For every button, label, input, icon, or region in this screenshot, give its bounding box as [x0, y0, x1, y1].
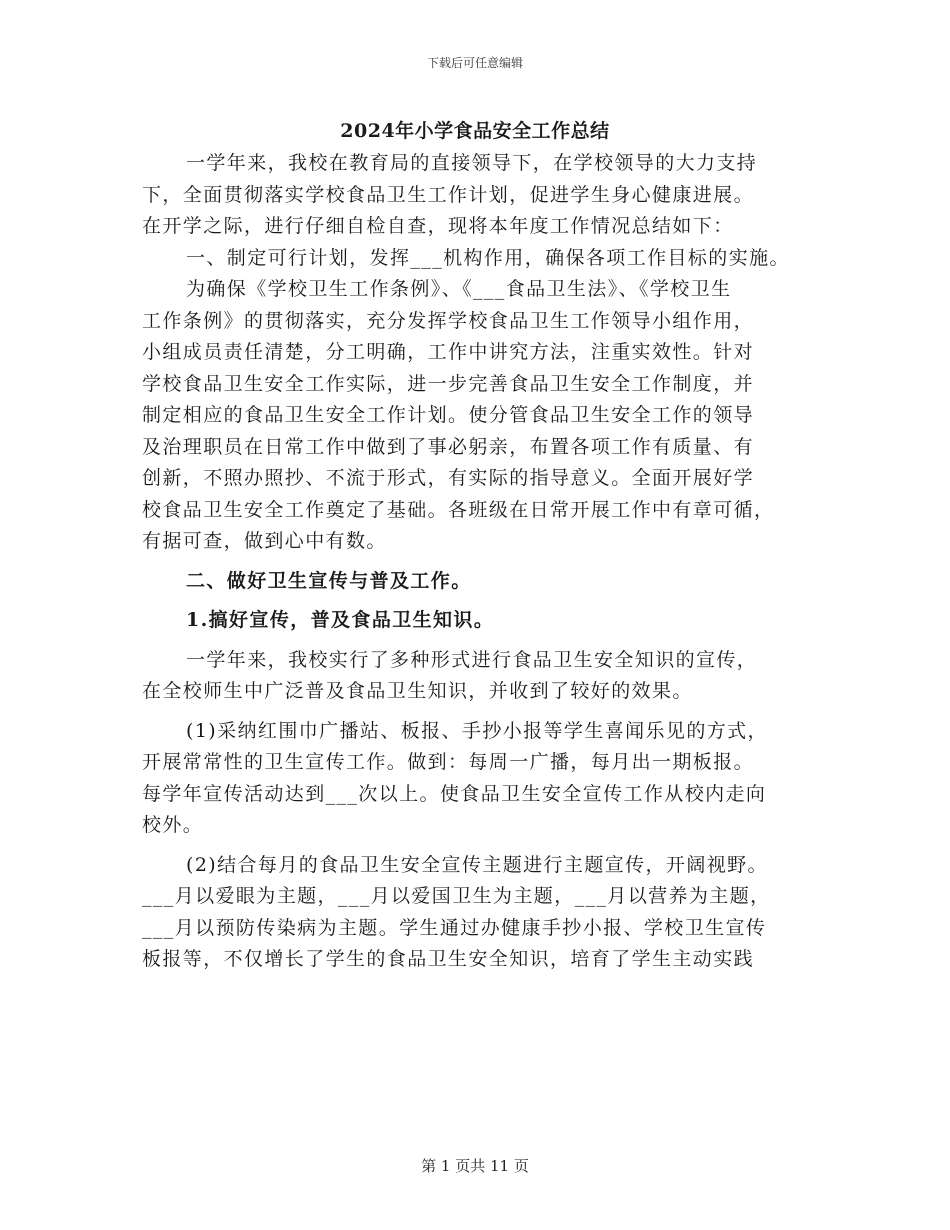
paragraph-line: 每学年宣传活动达到___次以上。使食品卫生安全宣传工作从校内走向 [142, 782, 767, 805]
paragraph-line: (1)采纳红围巾广播站、板报、手抄小报等学生喜闻乐见的方式， [186, 719, 768, 742]
paragraph-line: 学校食品卫生安全工作实际，进一步完善食品卫生安全工作制度，并 [142, 372, 755, 395]
paragraph-line: (2)结合每月的食品卫生安全宣传主题进行主题宣传，开阔视野。 [186, 853, 768, 876]
paragraph-line: 一学年来，我校实行了多种形式进行食品卫生安全知识的宣传， [186, 648, 758, 671]
subsection-heading: 1.搞好宣传，普及食品卫生知识。 [186, 609, 495, 631]
paragraph-line: 板报等，不仅增长了学生的食品卫生安全知识，培育了学生主动实践 [142, 948, 755, 970]
paragraph-line: 小组成员责任清楚，分工明确，工作中讲究方法，注重实效性。针对 [142, 341, 755, 363]
paragraph-line: 有据可查，做到心中有数。 [142, 530, 387, 552]
section-heading: 一、制定可行计划，发挥___机构作用，确保各项工作目标的实施。 [186, 246, 790, 269]
paragraph-line: 创新，不照办照抄、不流于形式，有实际的指导意义。全面开展好学 [142, 467, 755, 489]
paragraph-line: 在开学之际，进行仔细自检自查，现将本年度工作情况总结如下： [142, 215, 734, 237]
paragraph-line: 工作条例》的贯彻落实，充分发挥学校食品卫生工作领导小组作用， [142, 309, 755, 332]
paragraph-line: 及治理职员在日常工作中做到了事必躬亲，布置各项工作有质量、有 [142, 435, 755, 458]
paragraph-line: 下，全面贯彻落实学校食品卫生工作计划，促进学生身心健康进展。 [142, 183, 755, 206]
section-heading: 二、做好卫生宣传与普及工作。 [186, 569, 472, 592]
paragraph-line: 开展常常性的卫生宣传工作。做到：每周一广播，每月出一期板报。 [142, 751, 755, 773]
paragraph-line: 在全校师生中广泛普及食品卫生知识，并收到了较好的效果。 [142, 680, 693, 702]
page-footer: 第 1 页共 11 页 [421, 1157, 529, 1175]
paragraph-line: 一学年来，我校在教育局的直接领导下，在学校领导的大力支持 [186, 152, 758, 174]
paragraph-line: 为确保《学校卫生工作条例》、《___食品卫生法》、《学校卫生 [186, 278, 732, 300]
paragraph-line: 校外。 [142, 814, 204, 836]
paragraph-line: 校食品卫生安全工作奠定了基础。各班级在日常开展工作中有章可循， [142, 498, 775, 521]
paragraph-line: ___月以预防传染病为主题。学生通过办健康手抄小报、学校卫生宣传 [142, 916, 767, 939]
download-note: 下载后可任意编辑 [426, 56, 523, 70]
paragraph-line: 制定相应的食品卫生安全工作计划。使分管食品卫生安全工作的领导 [142, 404, 755, 426]
document-body [142, 148, 832, 976]
paragraph-line: ___月以爱眼为主题，___月以爱国卫生为主题，___月以营养为主题， [142, 885, 771, 907]
document-title: 2024年小学食品安全工作总结 [340, 120, 610, 142]
